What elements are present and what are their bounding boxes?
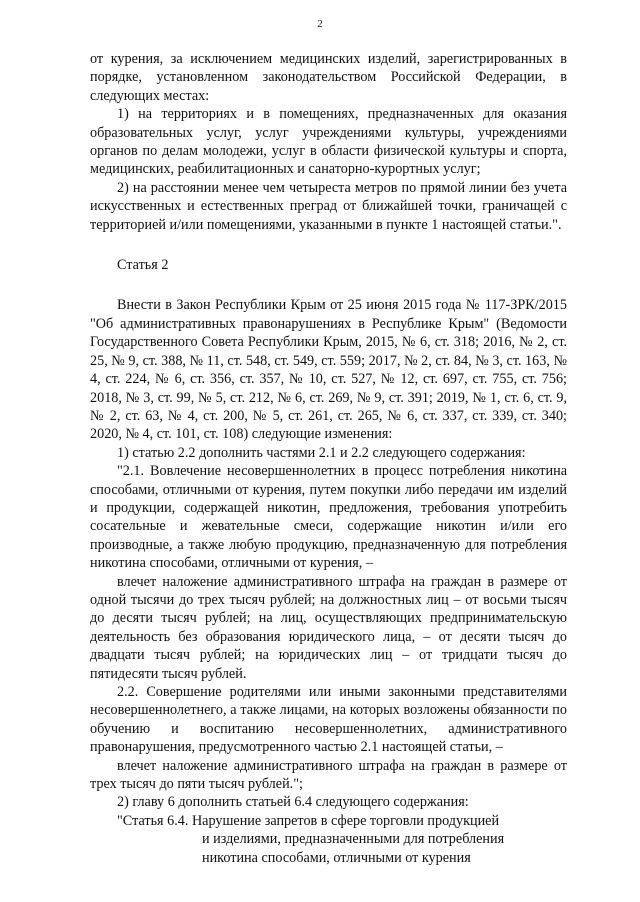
amendment-intro: Внести в Закон Республики Крым от 25 июня 2015 года № 117-ЗРК/2015 "Об административных правонарушениях в Республике Крым" (Ведомости Государственного Совета Республики Крым, 2015, № 6, ст. 318; 2016, № 2, ст. 25, № 9, ст. 388, № 11, ст. 548, ст. 549, ст. 559; 2017, № 2, ст. 84, № 3, ст. 163, № 4, ст. 224, № 6, ст. 356, ст. 357, № 10, ст. 527, № 12, ст. 697, ст. 755, ст. 756; 2018, № 3, ст. 99, № 5, ст. 212, № 6, ст. 269, № 9, ст. 391; 2019, № 1, ст. 6, ст. 9, № 2, ст. 63, № 4, ст. 200, № 5, ст. 261, ст. 265, № 6, ст. 337, ст. 339, ст. 340; 2020, № 4, ст. 101, ст. 108) следующие изменения:	[90, 297, 567, 443]
article-heading: Статья 2	[117, 257, 169, 274]
amendment-item-2: 2) главу 6 дополнить статьей 6.4 следующего содержания:	[117, 794, 469, 811]
amendment-item-1: 1) статью 2.2 дополнить частями 2.1 и 2.2 следующего содержания:	[117, 444, 526, 461]
part-2-2: 2.2. Совершение родителями или иными законными представителями несовершеннолетнего, а также лицами, на которых возложены обязанности по обучению и воспитанию несовершеннолетних, административного правонарушения, предусмотренного частью 2.1 настоящей статьи, –	[90, 684, 567, 756]
part-2-1: "2.1. Вовлечение несовершеннолетних в процесс потребления никотина способами, отличными от курения, путем покупки либо передачи им изделий и продукции, содержащей никотин, предложения, требования употребить сосательные и жевательные смеси, содержащие никотин и/или его производные, а также любую продукцию, предназначенную для потребления никотина способами, отличными от курения, –	[90, 463, 567, 572]
spacer	[90, 274, 567, 296]
penalty-2-2: влечет наложение административного штрафа на граждан в размере от трех тысяч до пяти тысяч рублей.";	[90, 757, 567, 793]
article-6-4-title-line3: никотина способами, отличными от курения	[202, 849, 471, 866]
spacer	[90, 234, 567, 256]
article-6-4-title-line2: и изделиями, предназначенными для потребления	[202, 831, 505, 848]
article-6-4-title-line1: "Статья 6.4. Нарушение запретов в сфере торговли продукцией	[117, 812, 500, 829]
list-item-1: 1) на территориях и в помещениях, предназначенных для оказания образовательных услуг, услуг учреждениями культуры, учреждениями органов по делам молодежи, услуг в области физической культуры и спорта, медицинских, реабилитационных и санаторно-курортных услуг;	[90, 106, 567, 178]
list-item-2: 2) на расстоянии менее чем четыреста метров по прямой линии без учета искусственных и естественных преград от ближайшей точки, граничащей с территорией и/или помещениями, указанными в пункте 1 настоящей статьи.".	[90, 179, 567, 233]
penalty-2-1: влечет наложение административного штрафа на граждан в размере от одной тысячи до трех тысяч рублей; на должностных лиц – от восьми тысяч до десяти тысяч рублей; на лиц, осуществляющих предпринимательскую деятельность без образования юридического лица, – от десяти тысяч до двадцати тысяч рублей; на юридических лиц – от тридцати тысяч до пятидесяти тысяч рублей.	[90, 573, 567, 682]
document-body	[90, 50, 567, 867]
paragraph-continuation: от курения, за исключением медицинских изделий, зарегистрированных в порядке, установленном законодательством Российской Федерации, в следующих местах:	[90, 51, 567, 104]
page-number: 2	[317, 18, 323, 30]
